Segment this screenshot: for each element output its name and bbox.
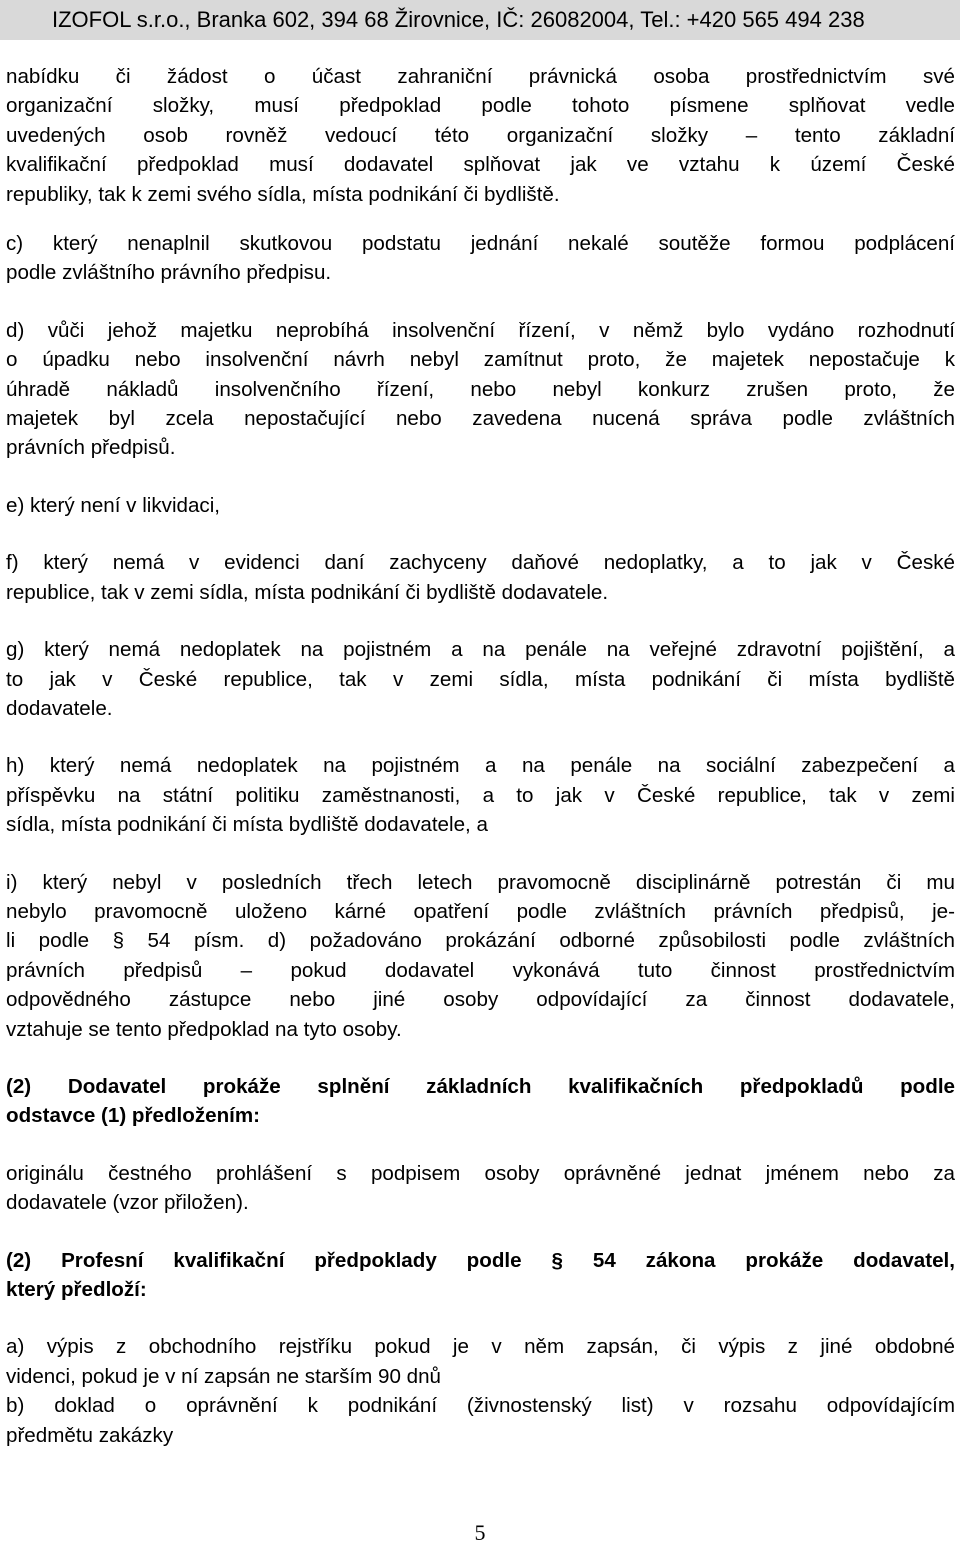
text-line: majetek byl zcela nepostačující nebo zavedena nucená správa podle zvláštních [6,407,955,431]
text-line: sídla, místa podnikání či místa bydliště dodavatele, a [6,813,488,837]
text-line: i) který nebyl v posledních třech letech pravomocně disciplinárně potrestán či mu [6,870,955,894]
paragraph-b [6,1391,955,1450]
text-line: právních předpisů – pokud dodavatel vykonává tuto činnost prostřednictvím [6,958,955,982]
text-line: nebylo pravomocně uloženo kárné opatření podle zvláštních právních předpisů, je- [6,899,955,923]
text-line: f) který nemá v evidenci daní zachyceny daňové nedoplatky, a to jak v České [6,551,955,575]
paragraph-i [6,868,955,1044]
text-line: e) který není v likvidaci, [6,493,221,517]
document-header [0,0,960,40]
text-line: d) vůči jehož majetku neprobíhá insolvenční řízení, v němž bylo vydáno rozhodnutí [6,318,955,342]
heading-line: (2) Dodavatel prokáže splnění základních kvalifikačních předpokladů podle [6,1074,955,1098]
text-line: odpovědného zástupce nebo jiné osoby odpovídající za činnost dodavatele, [6,988,955,1012]
paragraph-original [6,1159,955,1218]
text-line: li podle § 54 písm. d) požadováno prokázání odborné způsobilosti podle zvláštních [6,929,955,953]
text-line: b) doklad o oprávnění k podnikání (živnostenský list) v rozsahu odpovídajícím [6,1394,955,1418]
text-line: g) který nemá nedoplatek na pojistném a na penále na veřejné zdravotní pojištění, a [6,638,955,662]
section-heading-basic [6,1072,955,1131]
text-line: h) který nemá nedoplatek na pojistném a na penále na sociální zabezpečení a [6,754,955,778]
text-line: republiky, tak k zemi svého sídla, místa podnikání či bydliště. [6,182,560,206]
text-line: to jak v České republice, tak v zemi sídla, místa podnikání či místa bydliště [6,667,955,691]
section-heading-professional [6,1246,955,1305]
text-line: uvedených osob rovněž vedoucí této organizační složky – tento základní [6,123,955,147]
text-line: c) který nenaplnil skutkovou podstatu jednání nekalé soutěže formou podplácení [6,232,955,256]
paragraph-c [6,229,955,288]
text-line: kvalifikační předpoklad musí dodavatel splňovat jak ve vztahu k území České [6,153,955,177]
text-line: podle zvláštního právního předpisu. [6,261,332,285]
text-line: právních předpisů. [6,436,176,460]
paragraph-f [6,548,955,607]
text-line: o úpadku nebo insolvenční návrh nebyl zamítnut proto, že majetek nepostačuje k [6,348,955,372]
text-line: originálu čestného prohlášení s podpisem osoby oprávněné jednat jménem nebo za [6,1161,955,1185]
paragraph-d [6,316,955,463]
paragraph-intro [6,62,955,209]
paragraph-e [6,491,955,520]
heading-line: (2) Profesní kvalifikační předpoklady podle § 54 zákona prokáže dodavatel, [6,1248,955,1272]
text-line: příspěvku na státní politiku zaměstnanosti, a to jak v České republice, tak v zemi [6,783,955,807]
text-line: republice, tak v zemi sídla, místa podnikání či bydliště dodavatele. [6,580,609,604]
paragraph-a [6,1332,955,1391]
heading-line: odstavce (1) předložením: [6,1104,261,1128]
text-line: vztahuje se tento předpoklad na tyto osoby. [6,1017,402,1041]
text-line: předmětu zakázky [6,1423,174,1447]
header-text: IZOFOL s.r.o., Branka 602, 394 68 Žirovnice, IČ: 26082004, Tel.: +420 565 494 238 [52,7,865,32]
page-number: 5 [474,1520,486,1545]
text-line: a) výpis z obchodního rejstříku pokud je v něm zapsán, či výpis z jiné obdobné [6,1335,955,1359]
text-line: organizační složky, musí předpoklad podle tohoto písmene splňovat vedle [6,94,955,118]
paragraph-g [6,635,955,723]
text-line: dodavatele (vzor přiložen). [6,1191,249,1215]
text-line: nabídku či žádost o účast zahraniční právnická osoba prostřednictvím své [6,65,955,88]
heading-line: který předloží: [6,1278,147,1301]
text-line: úhradě nákladů insolvenčního řízení, nebo nebyl konkurz zrušen proto, že [6,377,955,401]
paragraph-h [6,751,955,839]
document-body [6,62,955,1450]
text-line: dodavatele. [6,696,113,720]
text-line: videnci, pokud je v ní zapsán ne starším 90 dnů [6,1364,442,1388]
